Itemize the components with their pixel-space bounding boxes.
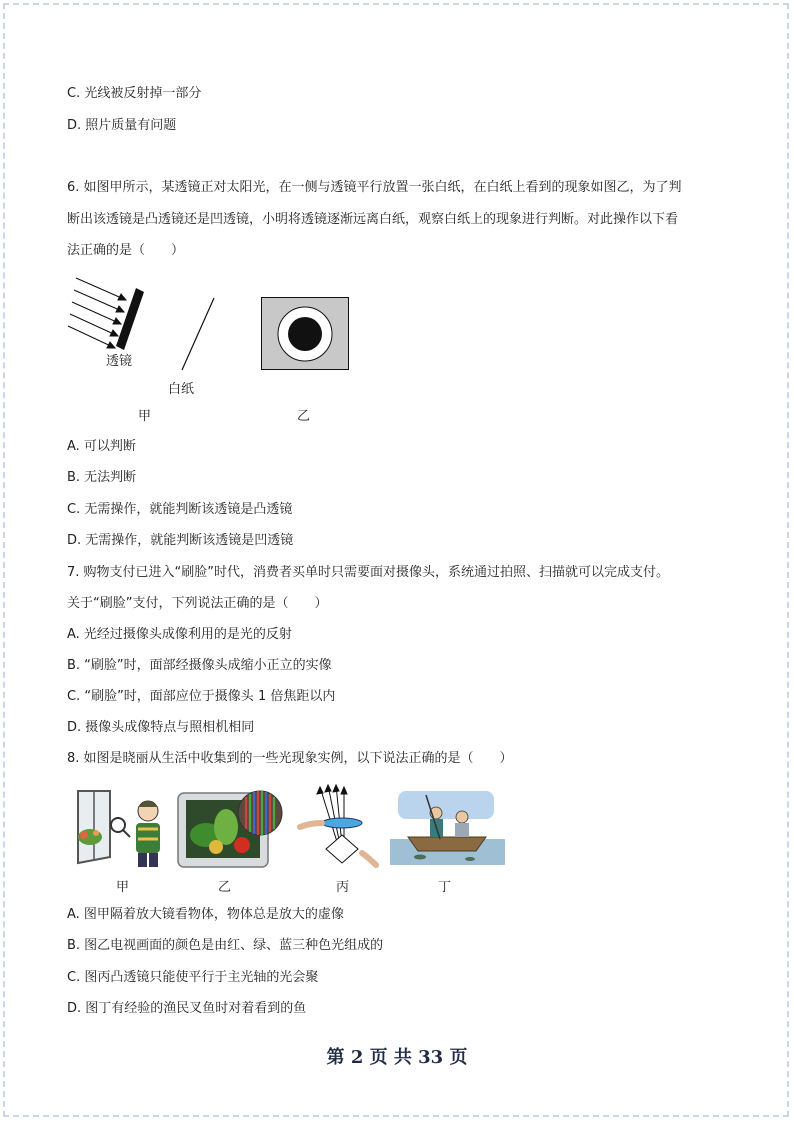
q8-figure-bing (296, 783, 381, 871)
white-paper-line (182, 298, 214, 370)
q8-caption-jia: 甲 (116, 880, 130, 895)
q8-figure-jia (70, 785, 170, 870)
q6-option-d[interactable]: D. 无需操作，就能判断该透镜是凹透镜 (67, 533, 294, 548)
q8-caption-bing: 丙 (336, 880, 350, 895)
q7-option-b[interactable]: B. “刷脸”时，面部经摄像头成缩小正立的实像 (67, 658, 332, 673)
sky (398, 791, 494, 819)
ray-arrowhead (107, 342, 115, 348)
q7-stem-line-1: 7. 购物支付已进入“刷脸”时代，消费者买单时只需要面对摄像头，系统通过拍照、扫描就可以完成支付。 (67, 565, 670, 580)
ray-arrowhead (118, 294, 126, 300)
fish (414, 855, 426, 860)
q8-figure-yi (176, 787, 286, 872)
paper-card (326, 835, 358, 863)
q8-caption-yi: 乙 (218, 880, 232, 895)
ray-arrowhead (116, 306, 124, 312)
q8-figure-ding (390, 787, 505, 867)
sun-ray (76, 278, 126, 300)
pixel-zoom-circle (238, 791, 282, 835)
q6-figure-jia (66, 270, 246, 405)
q6-option-c[interactable]: C. 无需操作，就能判断该透镜是凸透镜 (67, 502, 293, 517)
q5-option-d[interactable]: D. 照片质量有问题 (67, 118, 177, 133)
q8-option-c[interactable]: C. 图丙凸透镜只能使平行于主光轴的光会聚 (67, 970, 319, 985)
q8-stem: 8. 如图是晓丽从生活中收集到的一些光现象实例，以下说法正确的是（ ） (67, 751, 513, 766)
page-number: 第 2 页 共 33 页 (326, 1047, 468, 1068)
ray-arrowhead (110, 330, 118, 336)
paper-label: 白纸 (168, 382, 195, 397)
sun-ray (70, 314, 118, 336)
caption-yi: 乙 (297, 409, 311, 424)
sun-ray (68, 326, 115, 348)
q6-option-a[interactable]: A. 可以判断 (67, 439, 136, 454)
q7-stem-line-2: 关于“刷脸”支付，下列说法正确的是（ ） (67, 596, 328, 611)
q8-caption-ding: 丁 (438, 880, 452, 895)
q6-option-b[interactable]: B. 无法判断 (67, 470, 137, 485)
tomato (234, 837, 250, 853)
hand-left (300, 823, 322, 827)
boat (408, 837, 486, 851)
q7-option-a[interactable]: A. 光经过摄像头成像利用的是光的反射 (67, 627, 292, 642)
q7-option-d[interactable]: D. 摄像头成像特点与照相机相同 (67, 720, 255, 735)
hand-right (362, 853, 376, 865)
q6-stem-line-1: 6. 如图甲所示，某透镜正对太阳光，在一侧与透镜平行放置一张白纸，在白纸上看到的现象如图乙，为了判 (67, 180, 682, 195)
q6-stem-line-2: 断出该透镜是凸透镜还是凹透镜，小明将透镜逐渐远离白纸，观察白纸上的现象进行判断。对此操作以下看 (67, 212, 679, 227)
q8-option-b[interactable]: B. 图乙电视画面的颜色是由红、绿、蓝三种色光组成的 (67, 938, 384, 953)
q7-option-c[interactable]: C. “刷脸”时，面部应位于摄像头 1 倍焦距以内 (67, 689, 336, 704)
q8-option-a[interactable]: A. 图甲隔着放大镜看物体，物体总是放大的虚像 (67, 907, 344, 922)
ray-arrowhead (113, 318, 121, 324)
magnifier-icon (111, 818, 125, 832)
q8-option-d[interactable]: D. 图丁有经验的渔民叉鱼时对着看到的鱼 (67, 1001, 307, 1016)
sun-ray (72, 302, 121, 324)
caption-jia: 甲 (138, 409, 152, 424)
sun-ray (74, 290, 124, 312)
q5-option-c[interactable]: C. 光线被反射掉一部分 (67, 86, 202, 101)
q6-stem-line-3: 法正确的是（ ） (67, 243, 185, 258)
convex-lens (322, 818, 362, 828)
lens-label: 透镜 (106, 354, 133, 369)
dark-spot (288, 317, 322, 351)
q6-figure-yi (261, 297, 349, 370)
